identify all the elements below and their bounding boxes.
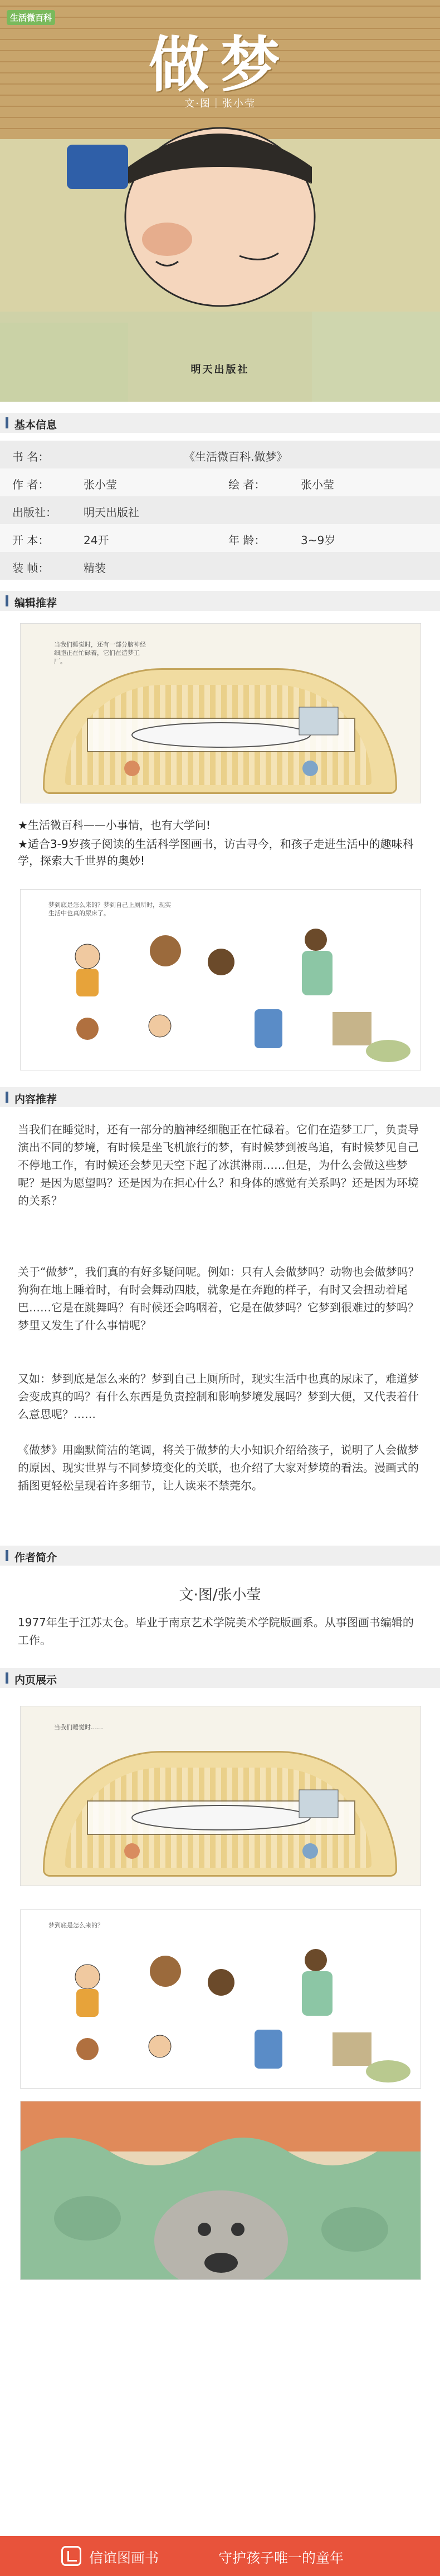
content-paragraph-1: 当我们在睡觉时，还有一部分的脑神经细胞正在忙碌着。它们在造梦工厂，负责导演出不同的梦境，有时候是坐飞机旅行的梦，有时候梦到被鸟追，有时候梦见自己不停地工作，有时候还会梦见天空下起了冰淇淋雨……但是，为什么会做这些梦呢？是因为愿望吗？还是因为在担心什么？和身体的感觉有关系吗？还是因为环境的关系？	[18, 1123, 419, 1207]
format-value: 24开	[84, 534, 109, 547]
author-label: 作 者：	[12, 478, 50, 491]
section-header-author: 作者简介	[0, 1546, 440, 1566]
footer-banner	[0, 2536, 440, 2576]
book-cover	[0, 0, 440, 402]
illustrator-value: 张小莹	[301, 478, 334, 491]
spread-dream-factory	[20, 623, 421, 803]
brand-logo-icon	[61, 2546, 81, 2566]
author-value: 张小莹	[84, 478, 117, 491]
inner-spread-dream-factory: 当我们睡觉时……	[20, 1706, 421, 1886]
content-paragraph-4: 《做梦》用幽默简洁的笔调，将关于做梦的大小知识介绍给孩子，说明了人会做梦的原因、现实世界与不同梦境变化的关联，也介绍了大家对梦境的看法。漫画式的插图更轻松呈现着许多细节，让人读来不禁莞尔。	[18, 1443, 419, 1492]
cover-title: 做梦	[148, 31, 291, 100]
section-header-editor-rec: 编辑推荐	[0, 591, 440, 611]
content-paragraph-3: 又如：梦到底是怎么来的？梦到自己上厕所时，现实生活中也真的尿床了，难道梦会变成真的吗？有什么东西是负责控制和影响梦境发展吗？梦到大便，又代表着什么意思呢？……	[18, 1372, 419, 1421]
binding-label: 装 帧：	[12, 561, 50, 575]
cover-credit: 文·图｜张小莹	[184, 98, 256, 110]
series-logo: 生活微百科	[7, 10, 55, 25]
info-row-author	[0, 468, 440, 496]
title-value: 《生活微百科.做梦》	[184, 450, 288, 463]
info-row-binding	[0, 552, 440, 580]
footer-slogan: 守护孩子唯一的童年	[218, 2550, 344, 2566]
binding-value: 精装	[84, 561, 106, 575]
cover-publisher: 明天出版社	[190, 364, 250, 376]
content-paragraph-2: 关于“做梦”，我们真的有好多疑问呢。例如：只有人会做梦吗？动物也会做梦吗？狗狗在地上睡着时，有时会舞动四肢，就象是在奔跑的样子，有时又会扭动着尾巴……它是在跳舞吗？有时候还会呜咽着，它是在做梦吗？它梦到很难过的梦吗？梦里又发生了什么事情呢？	[18, 1265, 419, 1332]
inner-spread-nightmare	[20, 2101, 421, 2280]
inner-spread-dream-figures: 梦到底是怎么来的？	[20, 1909, 421, 2089]
spread-note: 当我们睡觉时，还有一部分脑神经细胞正在忙碌着，它们在造梦工厂。	[54, 641, 146, 665]
age-value: 3~9岁	[301, 534, 336, 547]
publisher-value: 明天出版社	[84, 506, 139, 519]
age-label: 年 龄：	[228, 534, 266, 547]
info-row-format	[0, 524, 440, 552]
editor-rec-line-2: ★适合3-9岁孩子阅读的生活科学图画书，访古寻今，和孩子走进生活中的趣味科学，探索大千世界的奥妙!	[18, 837, 414, 867]
illustrator-label: 绘 者：	[228, 478, 266, 491]
author-name: 文·图/张小莹	[179, 1587, 261, 1603]
sleeping-child-illustration	[0, 0, 440, 402]
author-bio: 1977年生于江苏太仓。毕业于南京艺术学院美术学院版画系。从事图画书编辑的工作。	[18, 1616, 414, 1647]
spread-note: 梦到底是怎么来的？梦到自己上厕所时，现实生活中也真的尿床了。	[48, 901, 171, 917]
section-header-content-rec: 内容推荐	[0, 1087, 440, 1107]
editor-rec-line-1: ★生活微百科——小事情，也有大学问!	[18, 818, 211, 832]
publisher-label: 出版社：	[12, 506, 57, 519]
format-label: 开 本：	[12, 534, 50, 547]
section-header-inner-pages: 内页展示	[0, 1668, 440, 1688]
info-row-title	[0, 441, 440, 468]
info-row-publisher	[0, 496, 440, 524]
footer-brand: 信谊图画书	[89, 2550, 159, 2566]
section-header-basic-info: 基本信息	[0, 413, 440, 433]
title-label: 书 名：	[12, 450, 50, 463]
spread-dream-figures	[20, 889, 421, 1070]
